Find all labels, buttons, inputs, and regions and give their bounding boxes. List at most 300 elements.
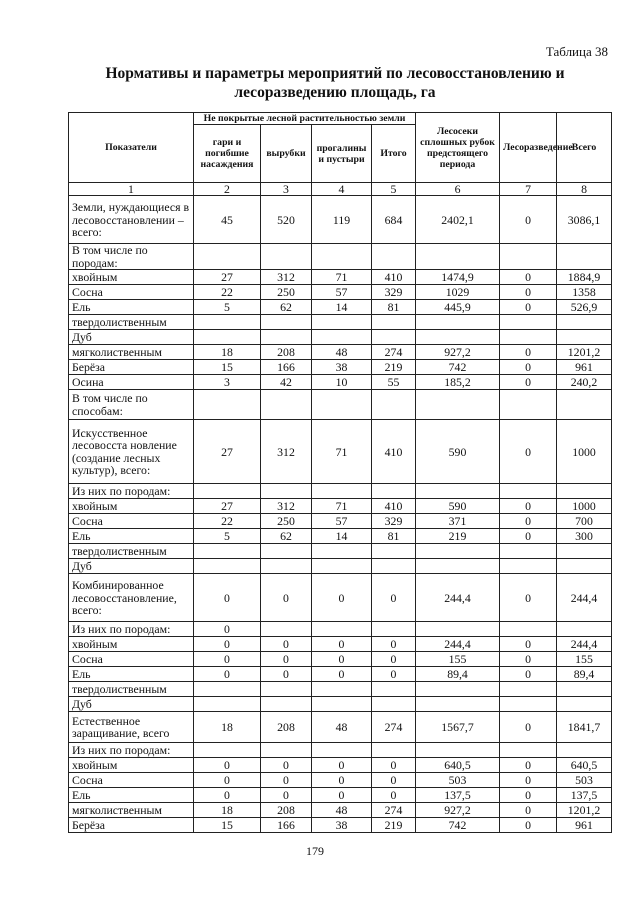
table-cell: 166 <box>261 360 312 375</box>
table-cell: 250 <box>261 514 312 529</box>
table-cell: 27 <box>194 420 261 484</box>
table-cell <box>372 484 416 499</box>
table-row <box>69 390 612 420</box>
table-row <box>69 420 612 484</box>
table-cell <box>557 315 612 330</box>
table-cell: 57 <box>312 285 372 300</box>
table-cell <box>312 390 372 420</box>
table-row <box>69 637 612 652</box>
table-cell: 81 <box>372 300 416 315</box>
table-cell: 0 <box>500 712 557 743</box>
table-row <box>69 803 612 818</box>
table-cell: 961 <box>557 818 612 833</box>
table-cell <box>500 682 557 697</box>
table-cell <box>194 682 261 697</box>
table-row <box>69 285 612 300</box>
column-numbers-row <box>69 183 612 196</box>
table-cell: 57 <box>312 514 372 529</box>
row-label: Естественное заращивание, всего <box>69 712 194 743</box>
table-cell <box>372 682 416 697</box>
table-cell: 300 <box>557 529 612 544</box>
table-cell: 0 <box>261 788 312 803</box>
table-cell: 526,9 <box>557 300 612 315</box>
table-cell: 274 <box>372 803 416 818</box>
table-cell <box>500 244 557 270</box>
header-glades: прогалины и пустыри <box>312 125 372 183</box>
table-cell: 0 <box>500 803 557 818</box>
table-row <box>69 345 612 360</box>
table-cell <box>261 743 312 758</box>
table-cell <box>194 315 261 330</box>
column-number: 1 <box>69 183 194 196</box>
table-cell: 0 <box>312 574 372 622</box>
table-cell: 0 <box>194 773 261 788</box>
table-cell: 1000 <box>557 420 612 484</box>
table-cell <box>261 544 312 559</box>
table-cell <box>372 559 416 574</box>
table-cell <box>261 315 312 330</box>
table-cell: 961 <box>557 360 612 375</box>
table-cell: 0 <box>500 667 557 682</box>
table-cell: 89,4 <box>557 667 612 682</box>
table-cell: 0 <box>500 499 557 514</box>
table-cell <box>500 697 557 712</box>
table-cell <box>500 484 557 499</box>
table-cell: 0 <box>261 637 312 652</box>
table-cell: 38 <box>312 818 372 833</box>
header-total-group: Итого <box>372 125 416 183</box>
table-row <box>69 360 612 375</box>
table-cell: 1884,9 <box>557 270 612 285</box>
row-label: Ель <box>69 300 194 315</box>
table-row <box>69 270 612 285</box>
table-cell <box>194 544 261 559</box>
table-cell <box>312 622 372 637</box>
table-cell: 742 <box>416 360 500 375</box>
table-cell <box>500 330 557 345</box>
row-label: хвойным <box>69 499 194 514</box>
table-row <box>69 622 612 637</box>
header-indicators: Показатели <box>69 113 194 183</box>
row-label: Сосна <box>69 773 194 788</box>
table-cell: 0 <box>261 667 312 682</box>
row-label: хвойным <box>69 637 194 652</box>
row-label: Комбинированное лесовосстановление, всего: <box>69 574 194 622</box>
table-cell: 10 <box>312 375 372 390</box>
row-label: Берёза <box>69 818 194 833</box>
table-cell <box>194 743 261 758</box>
table-cell <box>372 743 416 758</box>
table-cell: 0 <box>500 420 557 484</box>
table-cell <box>557 544 612 559</box>
table-cell <box>500 544 557 559</box>
table-cell: 0 <box>312 773 372 788</box>
table-row <box>69 315 612 330</box>
table-cell: 1000 <box>557 499 612 514</box>
table-cell <box>416 390 500 420</box>
row-label: твердолиственным <box>69 682 194 697</box>
header-grand-total: Всего <box>557 113 612 183</box>
table-cell <box>372 244 416 270</box>
header-not-covered: Не покрытые лесной растительностью земли <box>194 113 416 125</box>
row-label: Из них по породам: <box>69 622 194 637</box>
table-row <box>69 574 612 622</box>
table-row <box>69 559 612 574</box>
table-cell: 410 <box>372 499 416 514</box>
table-row <box>69 682 612 697</box>
table-row <box>69 818 612 833</box>
row-label: мягколиственным <box>69 803 194 818</box>
table-cell <box>312 244 372 270</box>
table-cell: 5 <box>194 300 261 315</box>
table-body <box>69 183 612 833</box>
table-cell <box>372 697 416 712</box>
row-label: Дуб <box>69 330 194 345</box>
table-cell <box>500 559 557 574</box>
table-cell: 0 <box>372 773 416 788</box>
table-cell: 0 <box>312 637 372 652</box>
table-cell <box>500 315 557 330</box>
table-cell <box>194 484 261 499</box>
table-label: Таблица 38 <box>545 44 608 59</box>
table-cell: 503 <box>557 773 612 788</box>
table-cell: 0 <box>372 667 416 682</box>
row-label: Ель <box>69 529 194 544</box>
table-cell: 0 <box>261 758 312 773</box>
table-cell: 0 <box>194 637 261 652</box>
table-cell: 219 <box>416 529 500 544</box>
table-row <box>69 743 612 758</box>
table-cell <box>312 315 372 330</box>
table-cell: 371 <box>416 514 500 529</box>
table-cell <box>312 682 372 697</box>
table-cell: 1358 <box>557 285 612 300</box>
column-number: 6 <box>416 183 500 196</box>
table-row <box>69 667 612 682</box>
table-cell: 3086,1 <box>557 196 612 244</box>
table-cell: 0 <box>194 652 261 667</box>
table-row <box>69 788 612 803</box>
table-cell: 1201,2 <box>557 345 612 360</box>
table-cell: 0 <box>261 574 312 622</box>
table-cell: 137,5 <box>416 788 500 803</box>
table-cell: 927,2 <box>416 345 500 360</box>
table-cell <box>557 390 612 420</box>
table-cell: 3 <box>194 375 261 390</box>
table-cell: 137,5 <box>557 788 612 803</box>
table-cell: 520 <box>261 196 312 244</box>
table-row <box>69 244 612 270</box>
table-cell: 27 <box>194 270 261 285</box>
table-cell <box>261 390 312 420</box>
table-cell: 27 <box>194 499 261 514</box>
row-label: Осина <box>69 375 194 390</box>
table-cell <box>194 697 261 712</box>
table-cell <box>194 390 261 420</box>
table-cell <box>416 682 500 697</box>
table-cell: 0 <box>500 758 557 773</box>
table-cell: 0 <box>500 285 557 300</box>
table-cell: 445,9 <box>416 300 500 315</box>
table-cell: 71 <box>312 270 372 285</box>
header-afforestation: Лесоразведение <box>500 113 557 183</box>
table-cell: 22 <box>194 285 261 300</box>
table-cell: 0 <box>500 637 557 652</box>
table-cell: 0 <box>372 637 416 652</box>
table-cell: 244,4 <box>557 574 612 622</box>
table-cell: 0 <box>194 788 261 803</box>
table-cell: 18 <box>194 345 261 360</box>
page-number: 179 <box>306 844 324 858</box>
column-number: 2 <box>194 183 261 196</box>
table-cell: 89,4 <box>416 667 500 682</box>
table-cell <box>416 697 500 712</box>
table-cell: 0 <box>261 652 312 667</box>
table-cell <box>312 559 372 574</box>
table-cell <box>261 484 312 499</box>
column-number: 8 <box>557 183 612 196</box>
table-cell: 62 <box>261 300 312 315</box>
table-row <box>69 773 612 788</box>
table-cell: 81 <box>372 529 416 544</box>
table-cell: 18 <box>194 803 261 818</box>
table-cell <box>194 244 261 270</box>
table-cell <box>261 244 312 270</box>
table-cell: 240,2 <box>557 375 612 390</box>
table-cell: 329 <box>372 285 416 300</box>
table-cell: 244,4 <box>557 637 612 652</box>
table-cell: 312 <box>261 420 312 484</box>
table-cell: 742 <box>416 818 500 833</box>
table-cell: 0 <box>312 788 372 803</box>
table-cell: 274 <box>372 345 416 360</box>
row-label: хвойным <box>69 270 194 285</box>
table-cell: 0 <box>500 574 557 622</box>
table-cell: 0 <box>372 652 416 667</box>
table-cell: 0 <box>500 345 557 360</box>
table-cell: 48 <box>312 803 372 818</box>
table-cell: 0 <box>500 652 557 667</box>
table-row <box>69 499 612 514</box>
table-cell: 119 <box>312 196 372 244</box>
table-cell: 219 <box>372 360 416 375</box>
row-label: хвойным <box>69 758 194 773</box>
table-cell: 208 <box>261 712 312 743</box>
table-cell: 927,2 <box>416 803 500 818</box>
table-cell: 244,4 <box>416 574 500 622</box>
table-cell: 1201,2 <box>557 803 612 818</box>
table-cell <box>500 743 557 758</box>
table-cell: 62 <box>261 529 312 544</box>
table-cell <box>557 559 612 574</box>
table-cell <box>416 743 500 758</box>
table-cell <box>261 697 312 712</box>
table-cell: 0 <box>500 375 557 390</box>
row-label: Берёза <box>69 360 194 375</box>
table-cell: 0 <box>500 270 557 285</box>
table-cell: 14 <box>312 300 372 315</box>
table-cell <box>557 743 612 758</box>
table-row <box>69 514 612 529</box>
header-burns: гари и погибшие насаждения <box>194 125 261 183</box>
table-row <box>69 544 612 559</box>
table-cell: 1841,7 <box>557 712 612 743</box>
table-cell: 208 <box>261 803 312 818</box>
table-cell: 18 <box>194 712 261 743</box>
table-row <box>69 697 612 712</box>
table-cell: 166 <box>261 818 312 833</box>
table-cell: 590 <box>416 499 500 514</box>
table-cell <box>194 559 261 574</box>
table-row <box>69 652 612 667</box>
column-number: 4 <box>312 183 372 196</box>
table-cell: 219 <box>372 818 416 833</box>
row-label: твердолиственным <box>69 315 194 330</box>
table-cell: 0 <box>372 788 416 803</box>
table-cell <box>557 697 612 712</box>
table-cell: 42 <box>261 375 312 390</box>
table-row <box>69 712 612 743</box>
table-cell <box>312 697 372 712</box>
table-cell: 14 <box>312 529 372 544</box>
row-label: Ель <box>69 667 194 682</box>
table-cell: 0 <box>261 773 312 788</box>
row-label: Земли, нуждающиеся в лесовосстановлении – всего: <box>69 196 194 244</box>
table-cell <box>261 622 312 637</box>
table-cell: 0 <box>500 360 557 375</box>
table-cell: 71 <box>312 420 372 484</box>
table-row <box>69 375 612 390</box>
table-cell <box>416 622 500 637</box>
table-cell <box>372 622 416 637</box>
table-cell <box>372 315 416 330</box>
table-cell: 329 <box>372 514 416 529</box>
table-cell: 48 <box>312 345 372 360</box>
table-cell <box>194 330 261 345</box>
table-cell: 0 <box>194 622 261 637</box>
table-cell <box>261 559 312 574</box>
table-cell: 55 <box>372 375 416 390</box>
table-cell: 22 <box>194 514 261 529</box>
header-cuttings: вырубки <box>261 125 312 183</box>
table-cell <box>372 330 416 345</box>
table-cell <box>312 330 372 345</box>
table-cell: 0 <box>372 574 416 622</box>
row-label: твердолиственным <box>69 544 194 559</box>
table-cell <box>557 484 612 499</box>
table-cell: 312 <box>261 270 312 285</box>
table-cell: 48 <box>312 712 372 743</box>
table-cell: 15 <box>194 360 261 375</box>
table-cell <box>261 682 312 697</box>
table-cell <box>557 244 612 270</box>
table-cell: 0 <box>372 758 416 773</box>
table-cell: 0 <box>500 300 557 315</box>
table-cell: 0 <box>500 773 557 788</box>
table-cell <box>416 315 500 330</box>
row-label: Дуб <box>69 697 194 712</box>
column-number: 3 <box>261 183 312 196</box>
table-cell: 0 <box>194 758 261 773</box>
table-cell: 244,4 <box>416 637 500 652</box>
table-cell <box>557 330 612 345</box>
table-cell: 590 <box>416 420 500 484</box>
table-cell <box>372 544 416 559</box>
table-cell: 1029 <box>416 285 500 300</box>
table-cell: 0 <box>312 652 372 667</box>
data-table <box>68 112 612 833</box>
table-cell <box>312 484 372 499</box>
table-cell: 700 <box>557 514 612 529</box>
table-cell: 15 <box>194 818 261 833</box>
table-cell: 640,5 <box>557 758 612 773</box>
row-label: Из них по породам: <box>69 484 194 499</box>
table-title: Нормативы и параметры мероприятий по лесовосстановлению и лесоразведению площадь, га <box>105 65 565 101</box>
table-cell <box>416 244 500 270</box>
table-cell: 45 <box>194 196 261 244</box>
table-cell: 640,5 <box>416 758 500 773</box>
row-label: Искусственное лесовосста новление (создание лесных культур), всего: <box>69 420 194 484</box>
row-label: мягколиственным <box>69 345 194 360</box>
table-cell: 312 <box>261 499 312 514</box>
table-cell <box>416 484 500 499</box>
table-cell: 684 <box>372 196 416 244</box>
table-cell: 155 <box>557 652 612 667</box>
column-number: 5 <box>372 183 416 196</box>
table-cell: 185,2 <box>416 375 500 390</box>
table-cell: 5 <box>194 529 261 544</box>
table-cell: 410 <box>372 420 416 484</box>
row-label: В том числе по породам: <box>69 244 194 270</box>
table-cell: 2402,1 <box>416 196 500 244</box>
table-row <box>69 758 612 773</box>
table-cell: 250 <box>261 285 312 300</box>
table-row <box>69 529 612 544</box>
column-number: 7 <box>500 183 557 196</box>
table-cell: 0 <box>500 514 557 529</box>
table-cell: 1474,9 <box>416 270 500 285</box>
table-cell <box>416 330 500 345</box>
table-cell <box>500 622 557 637</box>
table-cell: 71 <box>312 499 372 514</box>
row-label: Дуб <box>69 559 194 574</box>
table-row <box>69 300 612 315</box>
table-cell: 38 <box>312 360 372 375</box>
row-label: Сосна <box>69 652 194 667</box>
table-cell <box>312 544 372 559</box>
table-cell: 1567,7 <box>416 712 500 743</box>
table-cell <box>500 390 557 420</box>
row-label: Из них по породам: <box>69 743 194 758</box>
table-cell: 0 <box>500 529 557 544</box>
table-cell <box>372 390 416 420</box>
row-label: Сосна <box>69 514 194 529</box>
table-cell: 0 <box>194 667 261 682</box>
table-cell: 0 <box>312 758 372 773</box>
row-label: Сосна <box>69 285 194 300</box>
table-cell <box>416 544 500 559</box>
table-cell: 410 <box>372 270 416 285</box>
table-cell: 274 <box>372 712 416 743</box>
table-cell: 0 <box>500 788 557 803</box>
table-cell <box>416 559 500 574</box>
table-cell: 208 <box>261 345 312 360</box>
header-clearcuts: Лесосеки сплошных рубок предстоящего периода <box>416 113 500 183</box>
table-cell: 0 <box>194 574 261 622</box>
table-cell <box>557 682 612 697</box>
table-cell: 0 <box>312 667 372 682</box>
table-cell: 0 <box>500 818 557 833</box>
